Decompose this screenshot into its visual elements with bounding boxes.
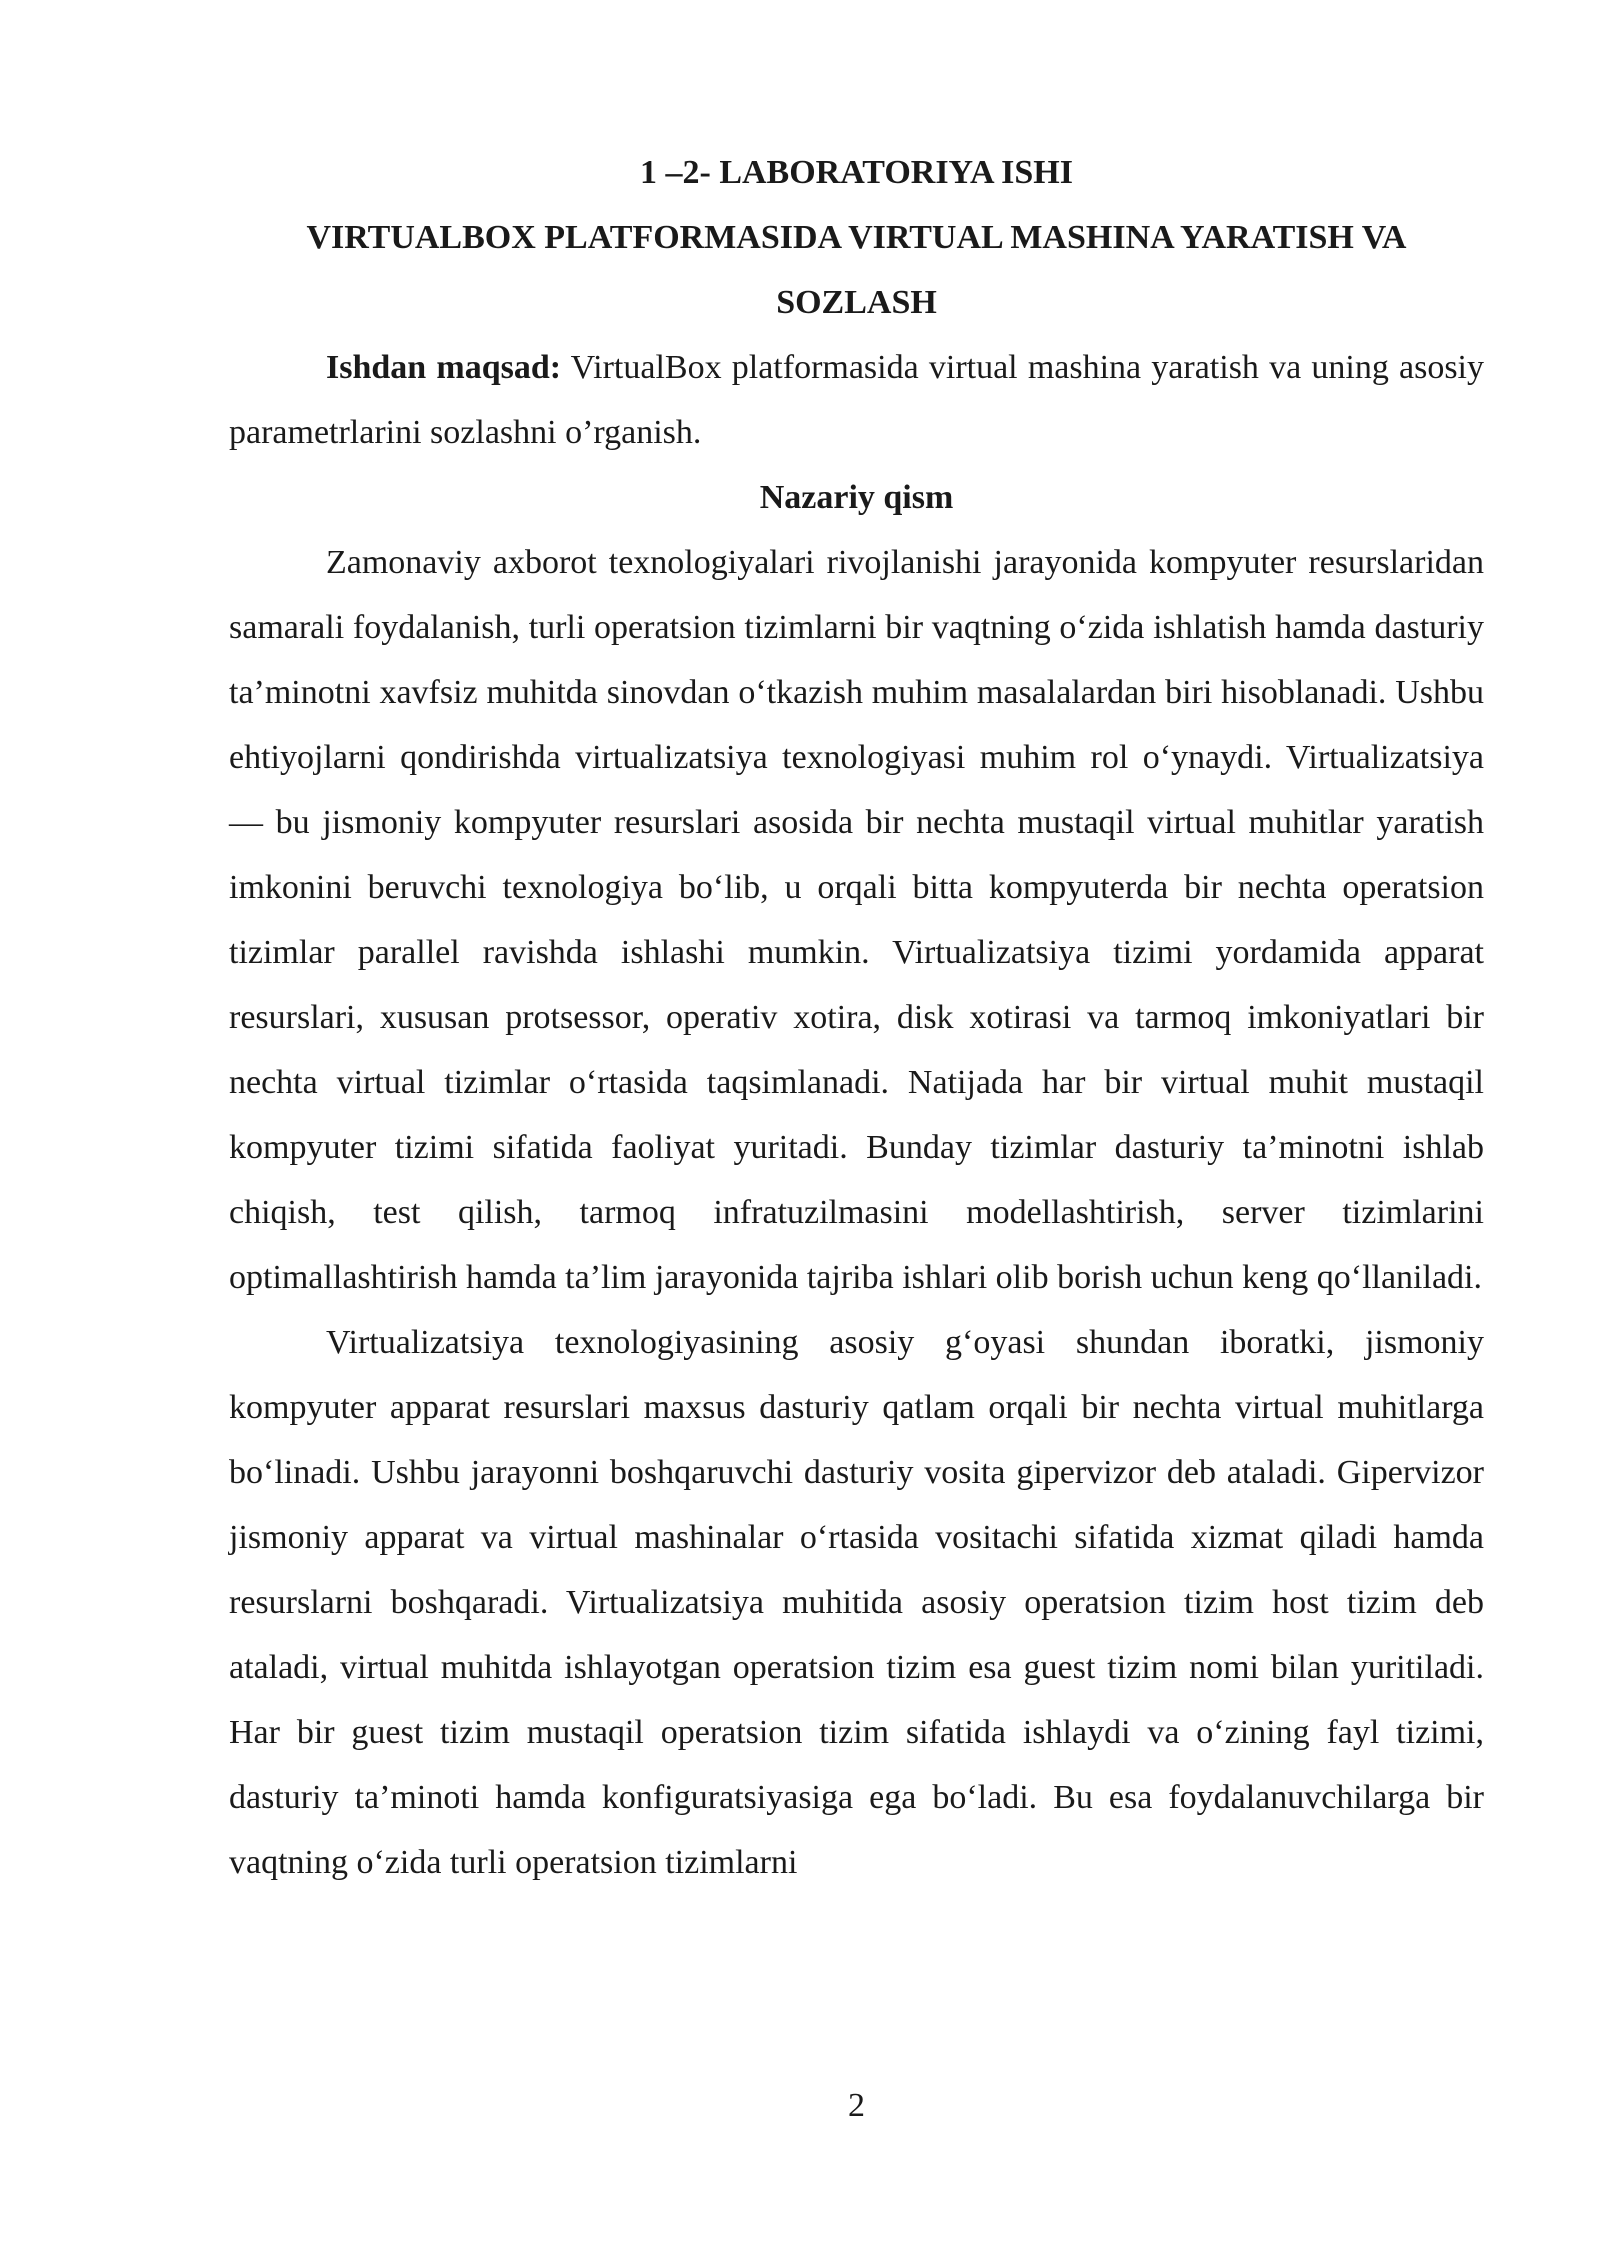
section-heading: Nazariy qism — [759, 479, 954, 516]
purpose-text: VirtualBox platformasida virtual mashina yaratish va uning asosiy parametrlarini sozlashni o’rganish. — [229, 349, 1485, 451]
document-page — [229, 140, 1484, 1895]
purpose-paragraph — [229, 335, 1484, 465]
page-number: 2 — [848, 2087, 865, 2124]
body-paragraph-1: Zamonaviy axborot texnologiyalari rivojlanishi jarayonida kompyuter resurslaridan samarali foydalanish, turli operatsion tizimlarni bir vaqtning o‘zida ishlatish hamda dasturiy ta’minotni xavfsiz muhitda sinovdan o‘tkazish muhim masalalardan biri hisoblanadi. Ushbu ehtiyojlarni qondirishda virtualizatsiya texnologiyasi muhim rol o‘ynaydi. Virtualizatsiya — bu jismoniy kompyuter resurslari asosida bir nechta mustaqil virtual muhitlar yaratish imkonini beruvchi texnologiya bo‘lib, u orqali bitta kompyuterda bir nechta operatsion tizimlar parallel ravishda ishlashi mumkin. Virtualizatsiya tizimi yordamida apparat resurslari, xususan protsessor, operativ xotira, disk xotirasi va tarmoq imkoniyatlari bir nechta virtual tizimlar o‘rtasida taqsimlanadi. Natijada har bir virtual muhit mustaqil kompyuter tizimi sifatida faoliyat yuritadi. Bunday tizimlar dasturiy ta’minotni ishlab chiqish, test qilish, tarmoq infratuzilmasini modellashtirish, server tizimlarini optimallashtirish hamda ta’lim jarayonida tajriba ishlari olib borish uchun keng qo‘llaniladi. — [229, 544, 1484, 1296]
body-paragraph-2: Virtualizatsiya texnologiyasining asosiy g‘oyasi shundan iboratki, jismoniy kompyuter apparat resurslari maxsus dasturiy qatlam orqali bir nechta virtual muhitlarga bo‘linadi. Ushbu jarayonni boshqaruvchi dasturiy vosita gipervizor deb ataladi. Gipervizor jismoniy apparat va virtual mashinalar o‘rtasida vositachi sifatida xizmat qiladi hamda resurslarni boshqaradi. Virtualizatsiya muhitida asosiy operatsion tizim host tizim deb ataladi, virtual muhitda ishlayotgan operatsion tizim esa guest tizim nomi bilan yuritiladi. Har bir guest tizim mustaqil operatsion tizim sifatida ishlaydi va o‘zining fayl tizimi, dasturiy ta’minoti hamda konfiguratsiyasiga ega bo‘ladi. Bu esa foydalanuvchilarga bir vaqtning o‘zida turli operatsion tizimlarni — [229, 1324, 1484, 1881]
purpose-label: Ishdan maqsad: — [326, 349, 562, 386]
lab-number-heading: 1 –2- LABORATORIYA ISHI — [640, 154, 1073, 191]
document-title: VIRTUALBOX PLATFORMASIDA VIRTUAL MASHINA YARATISH VA SOZLASH — [306, 219, 1407, 321]
